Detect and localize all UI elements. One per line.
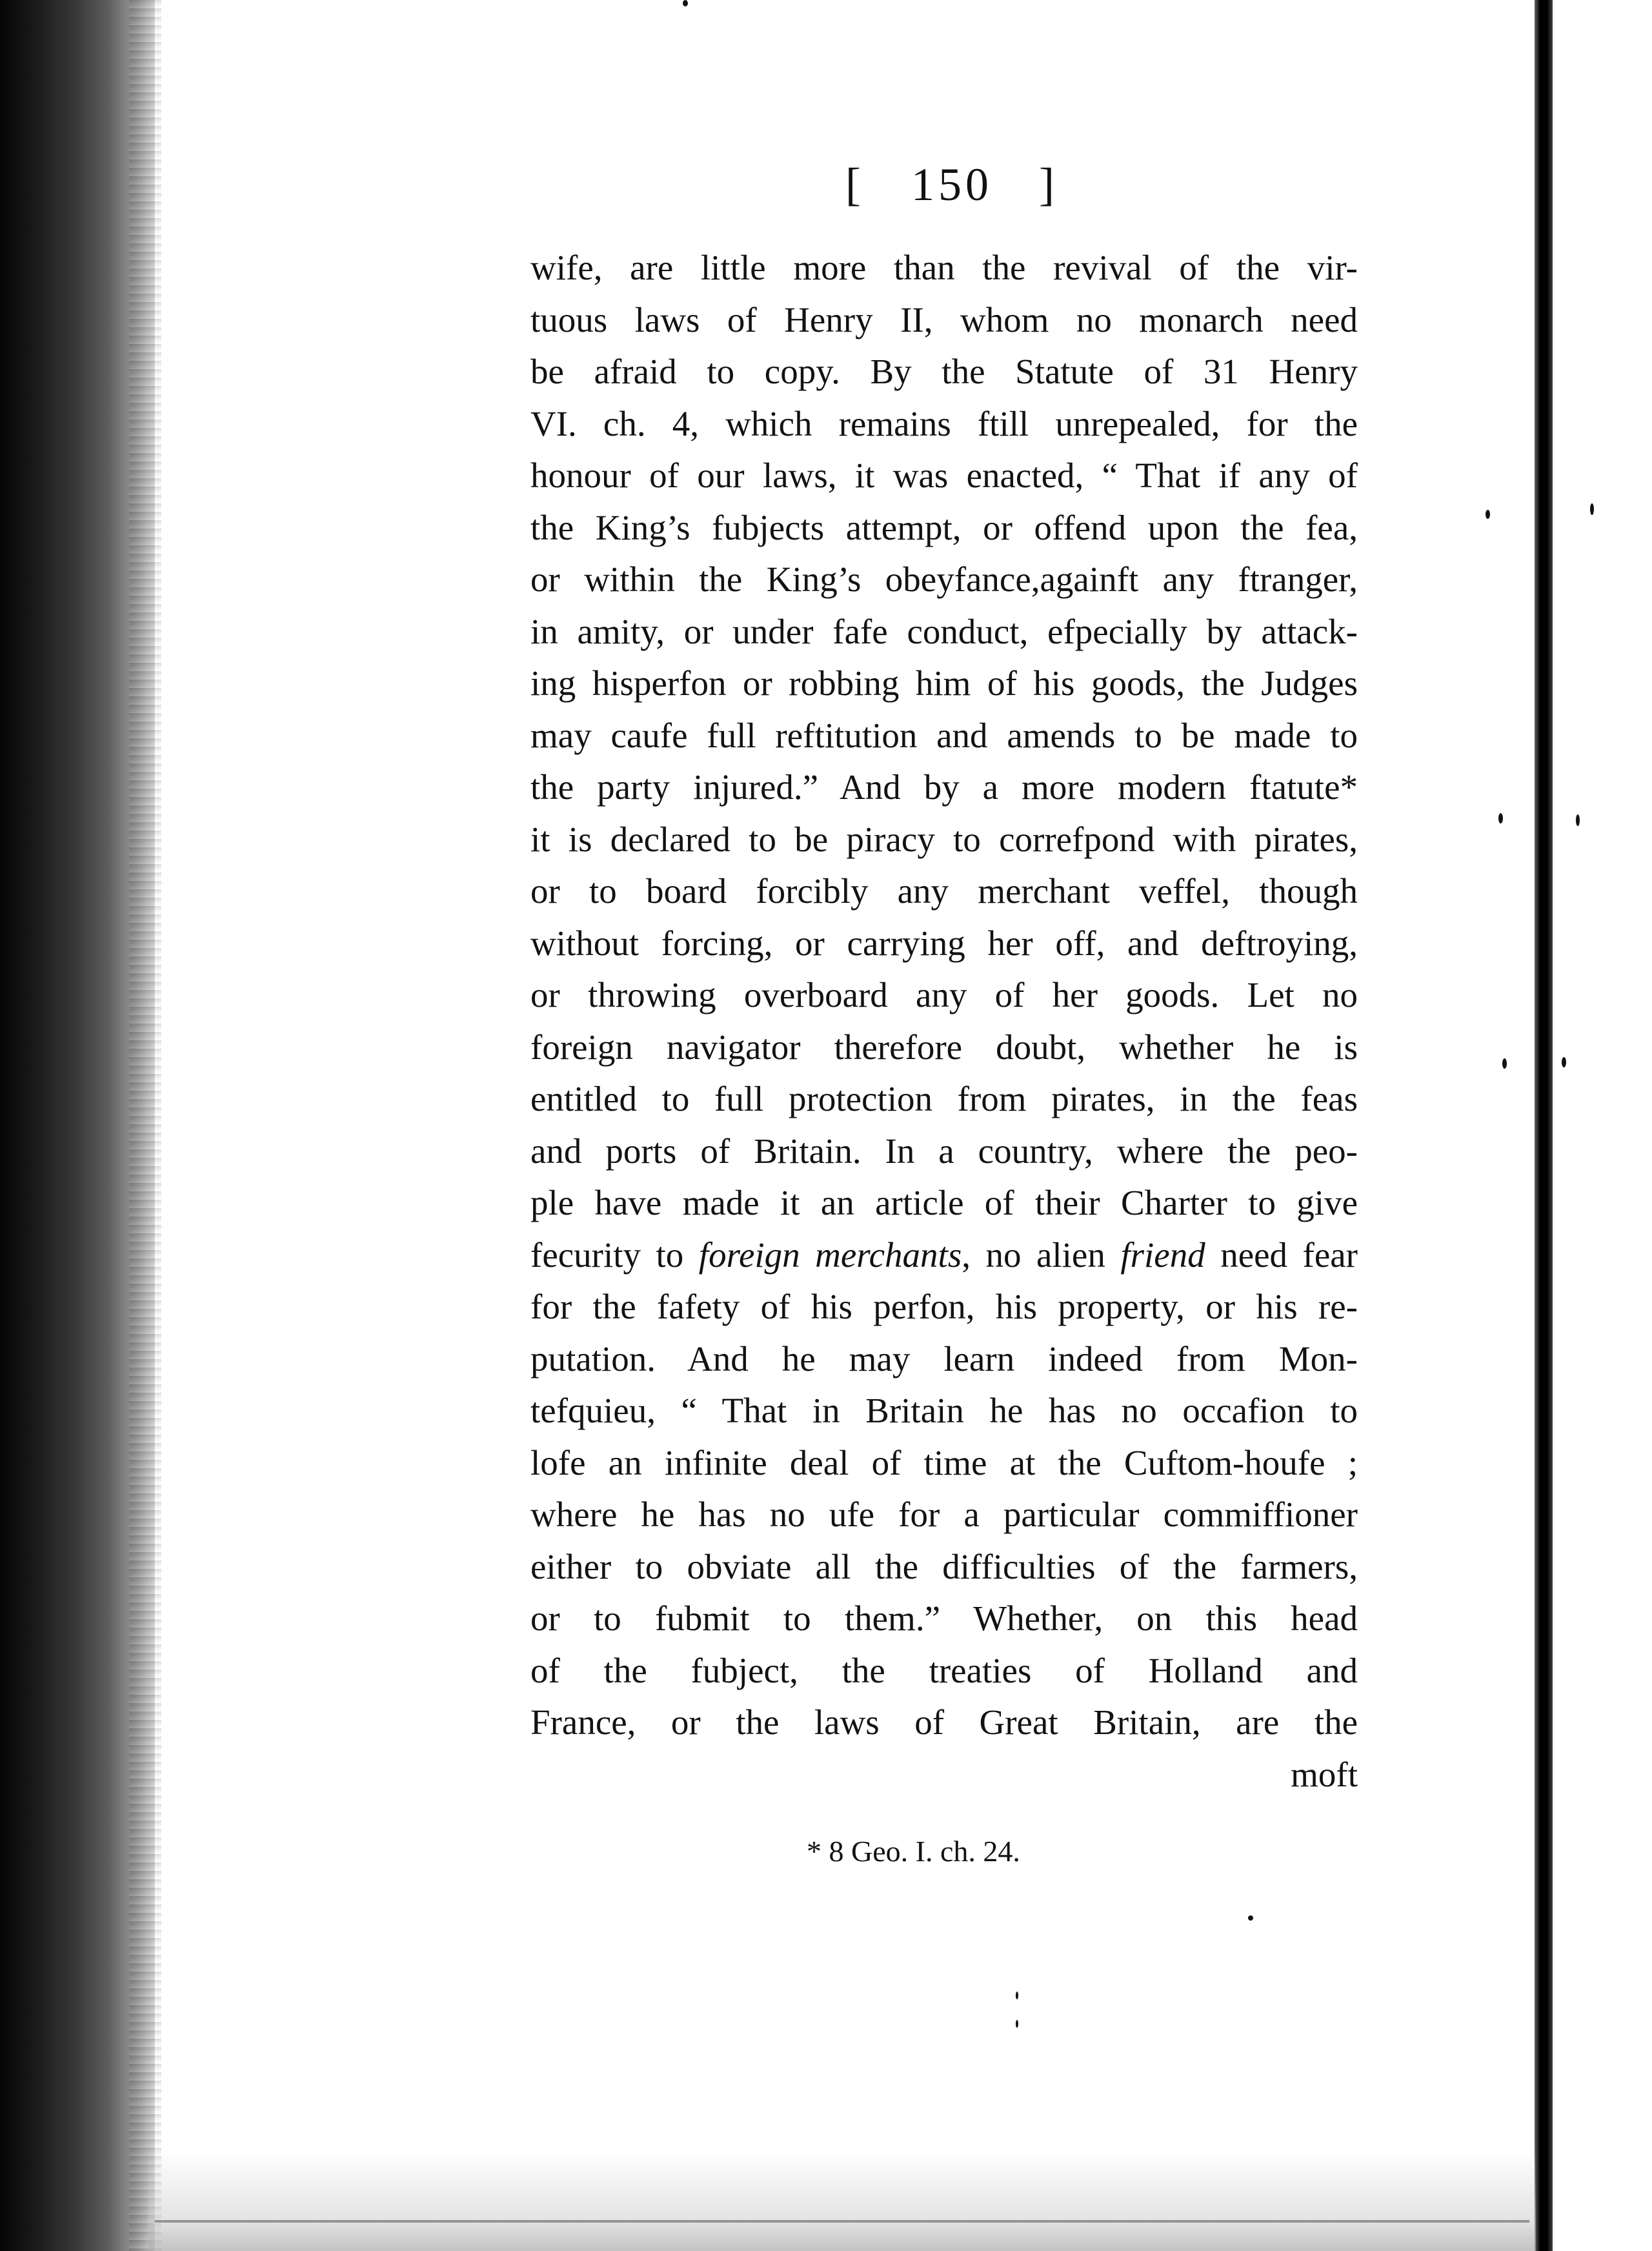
- ink-speck: [1502, 1058, 1507, 1069]
- text-line: without forcing, or carrying her off, and deftroying,: [530, 923, 1358, 963]
- text-line: in amity, or under fafe conduct, efpecially by attack-: [530, 611, 1358, 651]
- text-run: , no alien: [962, 1235, 1121, 1275]
- ink-speck: [1576, 814, 1580, 826]
- ink-speck: [1562, 1057, 1566, 1067]
- text-line: may caufe full reftitution and amends to be made to: [530, 715, 1358, 755]
- text-line: of the fubject, the treaties of Holland and: [530, 1650, 1358, 1690]
- right-margin: [1553, 0, 1652, 2251]
- text-line: be afraid to copy. By the Statute of 31 Henry: [530, 352, 1358, 391]
- ink-speck: [1486, 510, 1490, 519]
- text-line: ple have made it an article of their Charter to give: [530, 1183, 1358, 1222]
- text-line: it is declared to be piracy to correfpond with pirates,: [530, 819, 1358, 859]
- text-line: entitled to full protection from pirates, in the feas: [530, 1079, 1358, 1118]
- text-line: ing hisperfon or robbing him of his goods, the Judges: [530, 663, 1358, 703]
- text-line: or to fubmit to them.” Whether, on this head: [530, 1599, 1358, 1638]
- body-text: [530, 242, 1358, 1801]
- text-line: where he has no ufe for a particular commiffioner: [530, 1495, 1358, 1534]
- page-edge-texture: [129, 0, 161, 2251]
- ink-speck: [1016, 1992, 1018, 1999]
- ink-speck: [1590, 503, 1594, 515]
- italic-foreign-merchants: foreign merchants: [698, 1235, 962, 1275]
- text-line: the King’s fubjects attempt, or offend upon the fea,: [530, 507, 1358, 547]
- text-line: VI. ch. 4, which remains ftill unrepealed, for the: [530, 403, 1358, 443]
- footnote: * 8 Geo. I. ch. 24.: [807, 1835, 1020, 1868]
- text-line: France, or the laws of Great Britain, are the: [530, 1702, 1358, 1742]
- ink-speck: [683, 0, 688, 6]
- catchword: moft: [1291, 1754, 1358, 1794]
- text-line: putation. And he may learn indeed from Mon-: [530, 1338, 1358, 1378]
- text-run: need fear: [1205, 1235, 1358, 1275]
- text-run: fecurity to: [530, 1235, 699, 1275]
- text-line: tuous laws of Henry II, whom no monarch need: [530, 299, 1358, 339]
- ink-speck: [1248, 1915, 1253, 1921]
- page-number-running-head: [ 150 ]: [845, 159, 1058, 210]
- text-line: and ports of Britain. In a country, where the peo-: [530, 1131, 1358, 1171]
- text-line: the party injured.” And by a more modern ftatute*: [530, 767, 1358, 807]
- right-page-edge: [1535, 0, 1553, 2251]
- text-line-with-italics: [530, 1229, 1358, 1282]
- text-line: or to board forcibly any merchant veffel, though: [530, 871, 1358, 911]
- italic-friend: friend: [1120, 1235, 1205, 1275]
- text-line: or throwing overboard any of her goods. Let no: [530, 975, 1358, 1014]
- text-line: foreign navigator therefore doubt, whether he is: [530, 1027, 1358, 1067]
- text-line: honour of our laws, it was enacted, “ That if any of: [530, 456, 1358, 495]
- ink-speck: [1498, 813, 1503, 823]
- ink-speck: [1016, 2020, 1018, 2028]
- text-line: or within the King’s obeyfance,againft any ftranger,: [530, 560, 1358, 599]
- text-line: wife, are little more than the revival of the vir-: [530, 248, 1358, 287]
- text-line: lofe an infinite deal of time at the Cuftom-houfe ;: [530, 1442, 1358, 1482]
- bottom-shadow: [148, 2149, 1536, 2251]
- text-line: either to obviate all the difficulties of the farmers,: [530, 1546, 1358, 1586]
- bottom-edge-line: [155, 2220, 1529, 2223]
- text-line: tefquieu, “ That in Britain he has no occafion to: [530, 1391, 1358, 1430]
- text-line: for the fafety of his perfon, his property, or his re-: [530, 1287, 1358, 1326]
